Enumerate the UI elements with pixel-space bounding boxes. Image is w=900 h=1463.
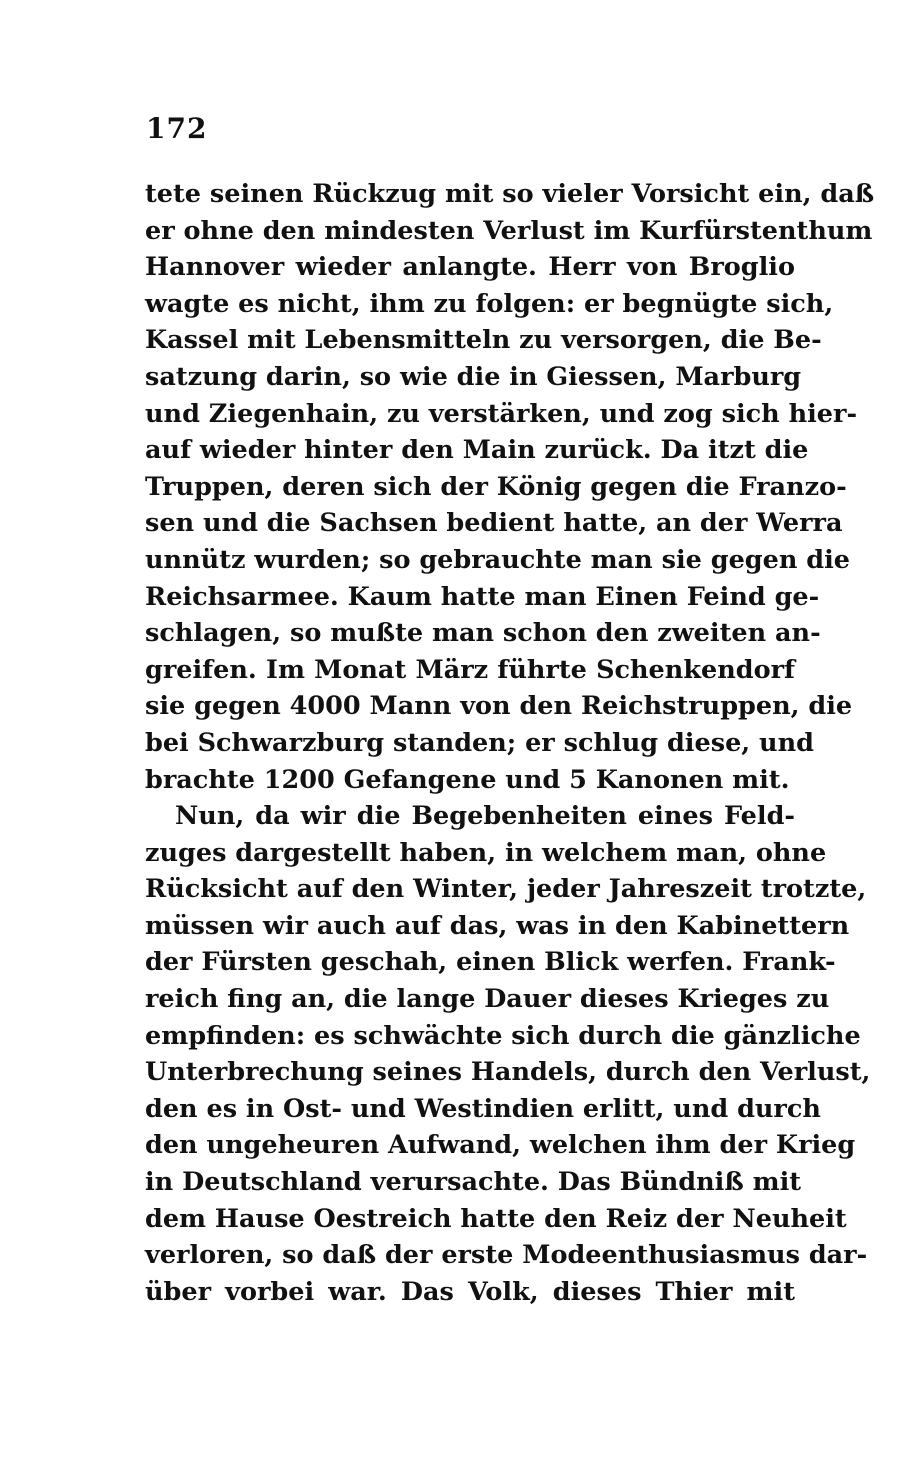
text-line: auf wieder hinter den Main zurück. Da itzt die [145, 435, 809, 466]
text-line: Truppen, deren sich der König gegen die Franzo- [145, 471, 847, 502]
text-line: über vorbei war. Das Volk, dieses Thier mit [145, 1276, 795, 1307]
text-line: Unterbrechung seines Handels, durch den Verlust, [145, 1057, 871, 1088]
text-line: Reichsarmee. Kaum hatte man Einen Feind ge- [145, 581, 820, 612]
text-line: greifen. Im Monat März führte Schenkendorf [145, 654, 795, 685]
paragraph-start-line: Nun, da wir die Begebenheiten eines Feld- [175, 801, 795, 832]
text-line: empfinden: es schwächte sich durch die gänzliche [145, 1020, 861, 1051]
text-line: tete seinen Rückzug mit so vieler Vorsicht ein, daß [145, 179, 875, 209]
text-line: verloren, so daß der erste Modeenthusiasmus dar- [145, 1240, 868, 1271]
page-number: 172 [146, 112, 208, 145]
text-line: schlagen, so mußte man schon den zweiten an- [145, 618, 821, 649]
text-line: sen und die Sachsen bedient hatte, an der Werra [145, 508, 843, 539]
text-line: den es in Ost- und Westindien erlitt, und durch [145, 1093, 821, 1124]
text-line: und Ziegenhain, zu verstärken, und zog sich hier- [145, 398, 858, 429]
text-line: sie gegen 4000 Mann von den Reichstruppen, die [145, 691, 853, 722]
text-line: der Fürsten geschah, einen Blick werfen. Frank- [145, 947, 836, 978]
text-line: unnütz wurden; so gebrauchte man sie gegen die [145, 544, 851, 575]
text-line: den ungeheuren Aufwand, welchen ihm der Krieg [145, 1130, 856, 1161]
text-line: wagte es nicht, ihm zu folgen: er begnügte sich, [145, 288, 834, 319]
body-text [145, 176, 875, 1310]
text-line: dem Hause Oestreich hatte den Reiz der Neuheit [145, 1203, 847, 1234]
text-line: reich fing an, die lange Dauer dieses Krieges zu [145, 984, 830, 1015]
text-line: müssen wir auch auf das, was in den Kabinettern [145, 910, 850, 941]
text-line: satzung darin, so wie die in Giessen, Marburg [145, 361, 802, 392]
text-line: bei Schwarzburg standen; er schlug diese, und [145, 727, 814, 758]
text-line: er ohne den mindesten Verlust im Kurfürstenthum [145, 215, 873, 246]
text-line: Hannover wieder anlangte. Herr von Broglio [145, 252, 795, 283]
paragraph-end-line: brachte 1200 Gefangene und 5 Kanonen mit. [145, 764, 790, 795]
text-line: Rücksicht auf den Winter, jeder Jahreszeit trotzte, [145, 874, 867, 905]
text-line: in Deutschland verursachte. Das Bündniß mit [145, 1167, 802, 1198]
text-line: Kassel mit Lebensmitteln zu versorgen, die Be- [145, 325, 822, 356]
text-line: zuges dargestellt haben, in welchem man, ohne [145, 837, 827, 868]
